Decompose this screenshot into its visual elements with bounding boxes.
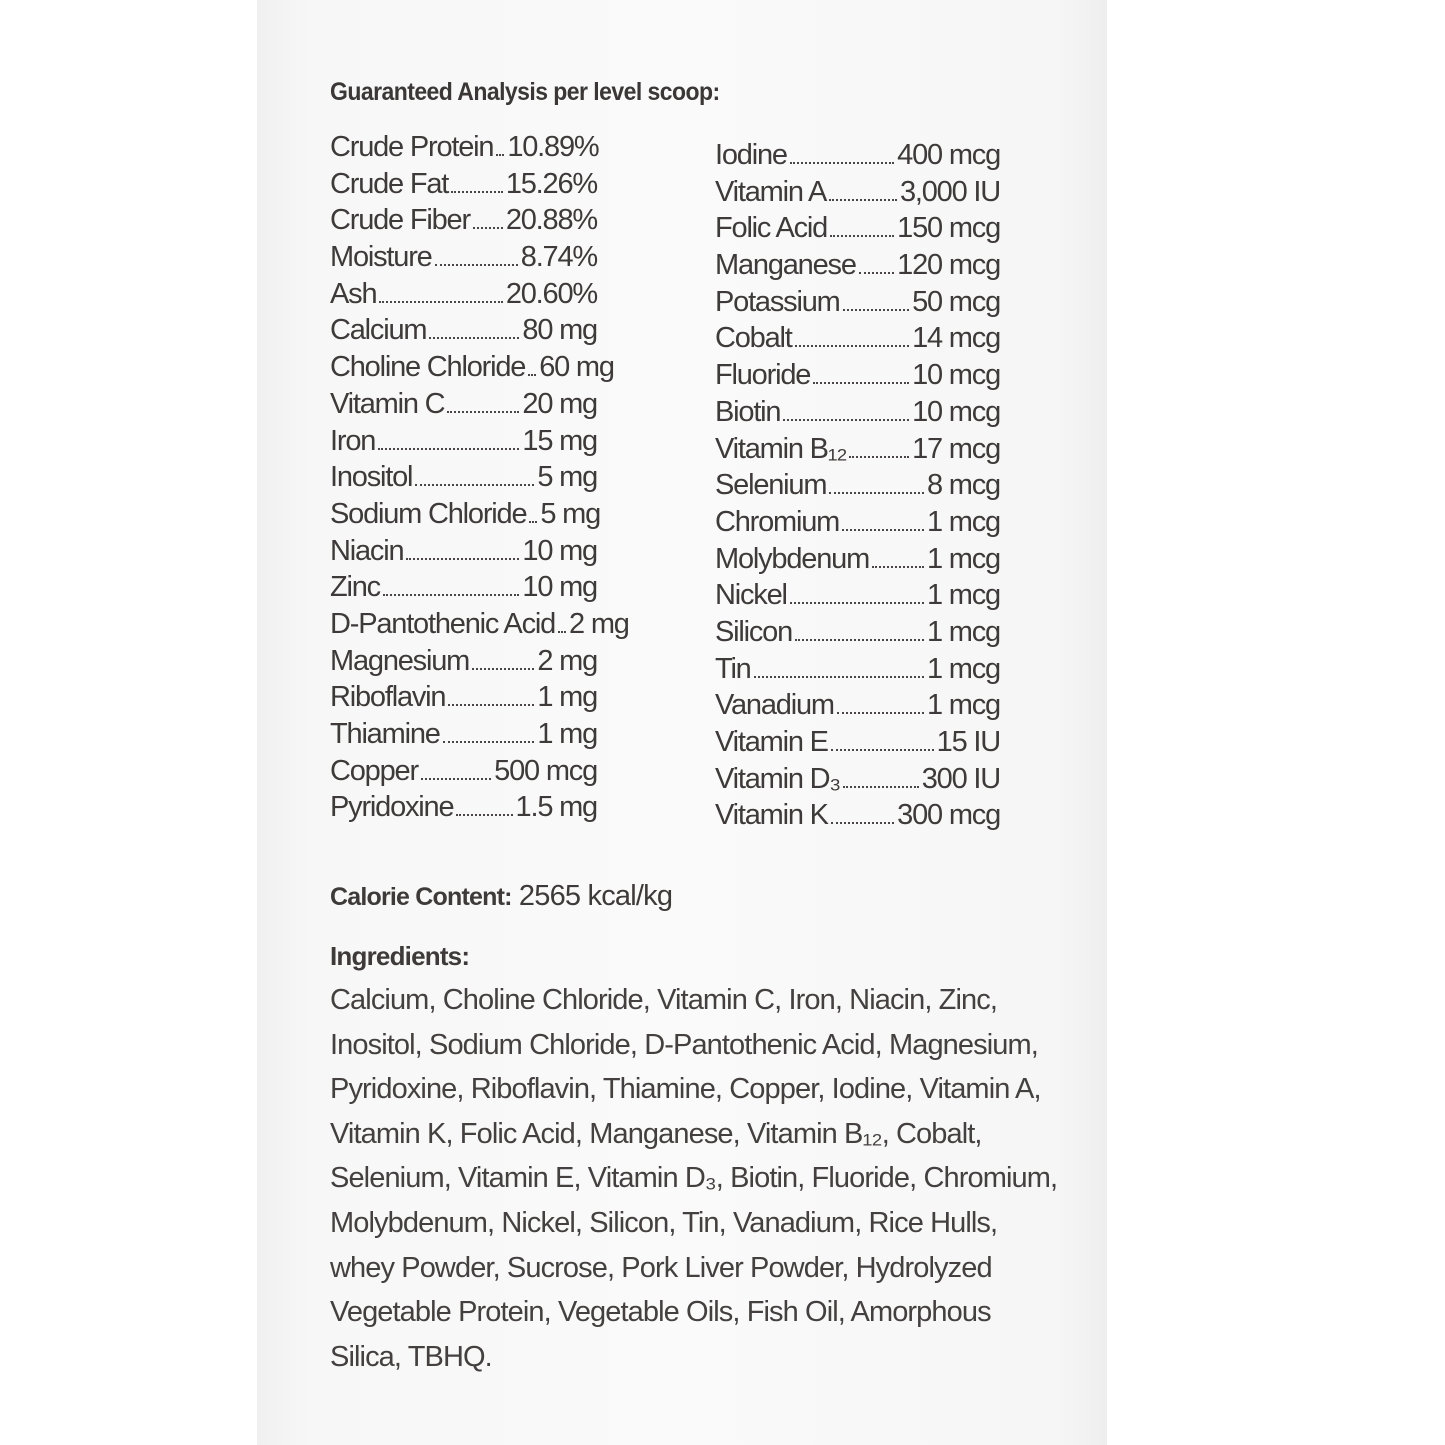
- dot-leader: [456, 814, 512, 816]
- nutrient-row: [330, 239, 597, 276]
- nutrient-row: [330, 386, 597, 423]
- dot-leader: [754, 676, 924, 678]
- nutrient-value: 10 mg: [522, 571, 597, 604]
- dot-leader: [379, 301, 502, 303]
- nutrient-value: 3,000 IU: [899, 175, 1000, 208]
- nutrient-value: 300 mcg: [897, 799, 1000, 832]
- nutrient-name: Biotin: [715, 395, 781, 428]
- nutrient-value: 1 mcg: [927, 542, 1000, 575]
- analysis-table: [330, 129, 1070, 834]
- dot-leader: [831, 822, 894, 824]
- nutrient-value: 500 mcg: [494, 754, 597, 787]
- nutrient-value: 5 mg: [540, 497, 601, 530]
- nutrient-name: Iron: [330, 424, 376, 457]
- ingredients-heading: Ingredients:: [330, 941, 470, 972]
- nutrient-name: Niacin: [330, 534, 404, 567]
- nutrient-name: Vitamin D₃: [715, 762, 840, 795]
- nutrient-value: 10.89%: [507, 131, 599, 163]
- nutrient-value: 150 mcg: [897, 212, 1000, 245]
- nutrient-name: Nickel: [715, 579, 787, 612]
- guaranteed-analysis-heading: Guaranteed Analysis per level scoop:: [330, 78, 720, 106]
- nutrient-value: 10 mcg: [912, 395, 1000, 428]
- dot-leader: [829, 492, 924, 494]
- dot-leader: [790, 162, 894, 164]
- nutrient-name: Crude Fiber: [330, 204, 470, 237]
- nutrient-value: 1 mcg: [927, 652, 1000, 685]
- nutrient-value: 120 mcg: [897, 249, 1000, 282]
- nutrient-name: Inositol: [330, 461, 413, 494]
- nutrient-row: [330, 312, 597, 349]
- nutrient-row: [330, 349, 614, 386]
- nutrient-name: Crude Protein: [330, 131, 494, 163]
- dot-leader: [843, 786, 919, 788]
- nutrient-row: [715, 467, 1000, 504]
- dot-leader: [406, 558, 519, 560]
- dot-leader: [451, 191, 503, 193]
- nutrient-value: 1 mcg: [927, 505, 1000, 538]
- dot-leader: [829, 199, 897, 201]
- nutrient-name: Vitamin B₁₂: [715, 432, 847, 465]
- nutrient-name: Selenium: [715, 469, 827, 502]
- dot-leader: [842, 529, 924, 531]
- nutrient-row: [330, 606, 629, 643]
- nutrient-row: [330, 459, 597, 496]
- dot-leader: [421, 778, 491, 780]
- dot-leader: [528, 374, 536, 376]
- nutrient-value: 2 mg: [569, 607, 629, 640]
- dot-leader: [378, 448, 519, 450]
- nutrient-name: Riboflavin: [330, 681, 446, 714]
- nutrient-name: Vanadium: [715, 689, 834, 722]
- nutrient-name: Molybdenum: [715, 542, 870, 575]
- nutrient-value: 15 IU: [936, 726, 1000, 758]
- nutrient-name: Copper: [330, 754, 418, 787]
- nutrient-value: 17 mcg: [912, 432, 1000, 465]
- nutrient-name: Potassium: [715, 285, 840, 318]
- dot-leader: [429, 337, 519, 339]
- nutrient-value: 10 mcg: [912, 359, 1000, 392]
- nutrient-row: [715, 724, 1000, 761]
- nutrient-row: [715, 320, 1000, 357]
- dot-leader: [783, 419, 909, 421]
- nutrient-name: Iodine: [715, 139, 787, 171]
- nutrient-row: [715, 394, 1000, 431]
- nutrient-row: [715, 210, 1000, 247]
- nutrient-value: 8.74%: [520, 241, 597, 274]
- nutrient-value: 15 mg: [522, 424, 597, 457]
- ingredients-text: Calcium, Choline Chloride, Vitamin C, Iron, Niacin, Zinc, Inositol, Sodium Chloride, D-Pantothenic Acid, Magnesium, Pyridoxine, Riboflavin, Thiamine, Copper, Iodine, Vitamin A, Vitamin K, Folic Acid, Manganese, Vitamin B₁₂, Cobalt, Selenium, Vitamin E, Vitamin D₃, Biotin, Fluoride, Chromium, Molybdenum, Nickel, Silicon, Tin, Vanadium, Rice Hulls, whey Powder, Sucrose, Pork Liver Powder, Hydrolyzed Vegetable Protein, Vegetable Oils, Fish Oil, Amorphous Silica, TBHQ.: [330, 984, 1058, 1373]
- nutrient-row: [330, 643, 597, 680]
- nutrient-row: [715, 247, 1000, 284]
- nutrient-value: 80 mg: [522, 314, 597, 347]
- dot-leader: [529, 521, 537, 523]
- nutrient-row: [715, 174, 1000, 211]
- nutrient-row: [715, 687, 1000, 724]
- nutrient-row: [715, 357, 1000, 394]
- dot-leader: [443, 741, 535, 743]
- nutrient-name: Vitamin A: [715, 175, 827, 208]
- nutrient-name: Fluoride: [715, 359, 811, 392]
- dot-leader: [473, 227, 503, 229]
- nutrient-row: [330, 166, 597, 203]
- nutrient-row: [330, 679, 597, 716]
- nutrient-name: Vitamin C: [330, 387, 445, 420]
- dot-leader: [795, 345, 909, 347]
- nutrient-name: Sodium Chloride: [330, 497, 527, 530]
- nutrient-name: Manganese: [715, 249, 856, 282]
- dot-leader: [558, 631, 566, 633]
- nutrient-row: [715, 541, 1000, 578]
- nutrient-value: 50 mcg: [912, 285, 1000, 318]
- calorie-label: Calorie Content:: [330, 883, 512, 912]
- dot-leader: [448, 704, 534, 706]
- nutrient-row: [330, 202, 597, 239]
- dot-leader: [447, 411, 519, 413]
- nutrient-row: [715, 797, 1000, 834]
- dot-leader: [831, 749, 934, 751]
- nutrient-row: [330, 789, 597, 826]
- nutrient-name: Cobalt: [715, 322, 792, 355]
- nutrient-name: Folic Acid: [715, 212, 828, 245]
- label-content: [330, 78, 1070, 1379]
- dot-leader: [415, 484, 534, 486]
- dot-leader: [435, 264, 518, 266]
- calorie-content: [330, 880, 1070, 913]
- calorie-value: 2565 kcal/kg: [518, 880, 673, 913]
- nutrient-row: [330, 423, 597, 460]
- nutrient-name: Vitamin K: [715, 799, 828, 832]
- dot-leader: [383, 594, 519, 596]
- nutrient-row: [330, 716, 597, 753]
- nutrient-row: [715, 137, 1000, 174]
- nutrient-name: Moisture: [330, 241, 432, 274]
- dot-leader: [872, 566, 924, 568]
- nutrient-value: 2 mg: [537, 644, 597, 677]
- nutrient-name: Ash: [330, 277, 377, 310]
- dot-leader: [472, 668, 534, 670]
- nutrient-value: 1 mcg: [927, 689, 1000, 722]
- nutrient-name: Calcium: [330, 314, 427, 347]
- nutrient-value: 15.26%: [505, 167, 597, 200]
- nutrient-value: 10 mg: [522, 534, 597, 567]
- analysis-left-column: [330, 129, 629, 834]
- nutrient-row: [330, 753, 597, 790]
- dot-leader: [830, 235, 894, 237]
- nutrient-value: 60 mg: [539, 351, 614, 384]
- nutrient-row: [715, 431, 1000, 468]
- nutrient-row: [715, 614, 1000, 651]
- nutrient-row: [715, 284, 1000, 321]
- nutrient-name: Magnesium: [330, 644, 470, 677]
- nutrient-value: 1 mcg: [927, 579, 1000, 612]
- nutrient-name: Silicon: [715, 615, 793, 648]
- nutrient-name: Crude Fat: [330, 167, 449, 200]
- nutrient-name: D-Pantothenic Acid: [330, 607, 556, 640]
- nutrient-row: [330, 569, 597, 606]
- nutrient-name: Pyridoxine: [330, 791, 454, 824]
- nutrient-row: [330, 496, 601, 533]
- nutrient-name: Tin: [715, 652, 751, 685]
- dot-leader: [790, 602, 924, 604]
- nutrient-value: 20 mg: [522, 387, 597, 420]
- nutrient-row: [715, 577, 1000, 614]
- nutrient-row: [330, 276, 597, 313]
- nutrient-row: [330, 129, 597, 166]
- nutrient-value: 400 mcg: [897, 139, 1000, 171]
- nutrient-value: 300 IU: [921, 762, 1000, 795]
- dot-leader: [795, 639, 924, 641]
- nutrient-value: 1 mcg: [927, 615, 1000, 648]
- nutrient-value: 1 mg: [537, 681, 597, 714]
- nutrient-name: Chromium: [715, 505, 840, 538]
- nutrient-value: 20.88%: [505, 204, 597, 237]
- nutrient-name: Choline Chloride: [330, 351, 526, 384]
- dot-leader: [496, 154, 504, 156]
- nutrient-row: [715, 504, 1000, 541]
- nutrient-value: 8 mcg: [927, 469, 1000, 502]
- nutrient-value: 5 mg: [537, 461, 597, 494]
- nutrient-value: 1 mg: [537, 718, 597, 750]
- dot-leader: [859, 272, 894, 274]
- nutrient-name: Vitamin E: [715, 726, 828, 758]
- nutrient-row: [715, 651, 1000, 688]
- nutrient-row: [715, 761, 1000, 798]
- dot-leader: [849, 456, 909, 458]
- analysis-right-column: [715, 137, 1000, 834]
- nutrient-value: 20.60%: [505, 277, 597, 310]
- dot-leader: [837, 712, 924, 714]
- dot-leader: [813, 382, 909, 384]
- nutrient-value: 1.5 mg: [515, 791, 597, 824]
- nutrient-value: 14 mcg: [912, 322, 1000, 355]
- nutrient-name: Zinc: [330, 571, 380, 604]
- nutrient-name: Thiamine: [330, 718, 440, 750]
- nutrient-row: [330, 533, 597, 570]
- dot-leader: [843, 309, 910, 311]
